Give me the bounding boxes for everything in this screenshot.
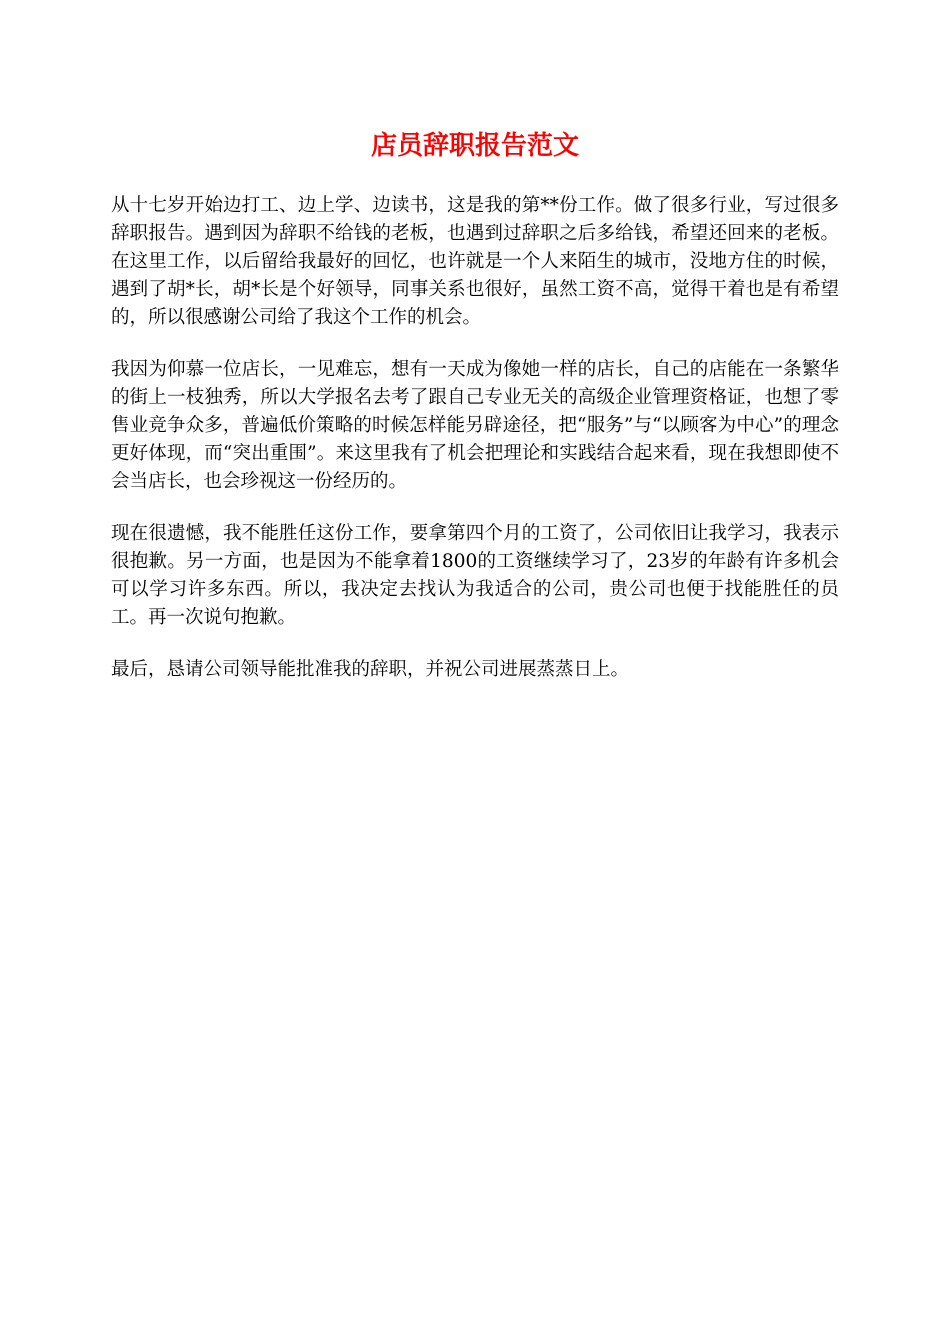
paragraph-1: 从十七岁开始边打工、边上学、边读书，这是我的第**份工作。做了很多行业，写过很多辞职报告。遇到因为辞职不给钱的老板，也遇到过辞职之后多给钱，希望还回来的老板。在这里工作，以后留给我最好的回忆，也许就是一个人来陌生的城市，没地方住的时候，遇到了胡*长，胡*长是个好领导，同事关系也很好，虽然工资不高，觉得干着也是有希望的，所以很感谢公司给了我这个工作的机会。	[111, 195, 839, 328]
paragraph-2: 我因为仰慕一位店长，一见难忘，想有一天成为像她一样的店长，自己的店能在一条繁华的街上一枝独秀，所以大学报名去考了跟自己专业无关的高级企业管理资格证，也想了零售业竞争众多，普遍低价策略的时候怎样能另辟途径，把“服务”与“以顾客为中心”的理念更好体现，而“突出重围”。来这里我有了机会把理论和实践结合起来看，现在我想即使不会当店长，也会珍视这一份经历的。	[111, 359, 839, 492]
paragraph-4: 最后，恳请公司领导能批准我的辞职，并祝公司进展蒸蒸日上。	[111, 659, 630, 680]
document-title: 店员辞职报告范文	[370, 131, 579, 161]
document-body	[111, 192, 839, 708]
paragraph-3: 现在很遗憾，我不能胜任这份工作，要拿第四个月的工资了，公司依旧让我学习，我表示很抱歉。另一方面，也是因为不能拿着1800的工资继续学习了，23岁的年龄有许多机会可以学习许多东西。所以，我决定去找认为我适合的公司，贵公司也便于找能胜任的员工。再一次说句抱歉。	[111, 523, 839, 628]
